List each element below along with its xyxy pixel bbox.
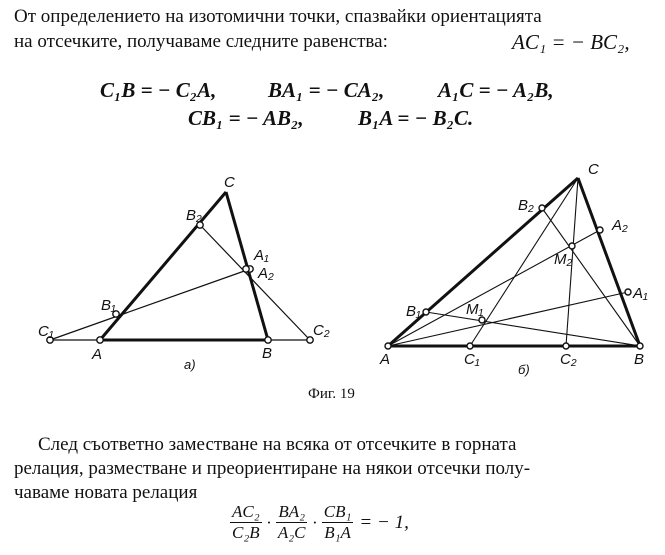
point-b [265,337,271,343]
label-c: C [588,161,599,178]
side-cb [578,178,640,346]
paragraph1-line1: От определението на изотомични точки, спазвайки ориентацията [14,6,542,27]
label-a2: A₂ [612,217,628,234]
equation-b1a: B₁A = − B₂C. [358,106,474,130]
fraction-2-numerator: BA₂ [278,502,306,521]
label-a2: A₂ [258,265,274,282]
label-b1: B₁ [406,303,421,320]
side-ca [100,192,226,340]
point-a2 [597,227,603,233]
point-a1 [625,289,631,295]
formula-rhs: = − 1, [359,511,409,533]
label-sub-a: а) [184,357,196,372]
point-m2 [569,243,575,249]
formula [228,502,409,543]
fraction-3-numerator: CB₁ [323,502,352,521]
transversal-b2-c2 [200,225,310,340]
point-b1 [423,309,429,315]
point-b [637,343,643,349]
multiply-dot: · [312,512,317,532]
paragraph2-line2: релация, разместване и преориентиране на някои отсечки полу- [14,458,531,479]
equation-cb1: CB₁ = − AB₂, [188,106,304,130]
cevian-a-a2 [388,230,600,346]
paragraph1-line2-text: на отсечките, получаваме следните равенства: [14,31,388,52]
label-c: C [224,174,235,191]
label-b: B [262,345,273,362]
label-a: A [92,346,103,363]
point-b2 [539,205,545,211]
fraction-3 [322,502,354,543]
fraction-3-denominator: B₁A [324,523,351,542]
equation-a1c: A₁C = − A₂B, [438,78,554,102]
label-b1: B₁ [101,297,116,314]
label-a1: A₁ [633,285,648,302]
label-b2: B₂ [186,207,202,224]
fraction-1-numerator: AC₂ [232,502,260,521]
equation-ba1: BA₁ = − CA₂, [268,78,385,102]
label-c1: C₁ [38,323,54,340]
multiply-dot: · [266,512,271,532]
figure-right [368,160,665,385]
point-a [385,343,391,349]
label-sub-b: б) [518,362,530,377]
label-b: B [634,351,645,368]
point-a2 [243,266,249,272]
label-a1: A₁ [254,247,269,264]
point-c2 [563,343,569,349]
cevian-b-b1 [426,312,640,346]
equation-c1b: C₁B = − C₂A, [100,78,217,102]
label-b2: B₂ [518,197,534,214]
point-a [97,337,103,343]
point-c1 [467,343,473,349]
label-m2: M₂ [554,251,573,268]
fraction-2-denominator: A₂C [277,523,306,542]
figure-caption: Фиг. 19 [308,386,355,402]
paragraph2-line1: След съответно заместване на всяка от отсечките в горната [38,434,517,455]
fraction-1 [230,502,262,543]
figure-left [0,168,340,383]
label-c1: C₁ [464,351,480,368]
paragraph2-line3: чаваме новата релация [14,482,198,503]
label-a: A [380,351,391,368]
fraction-1-denominator: C₂B [232,523,260,542]
paragraph1-line2-math: AC₁ = − BC₂, [512,30,630,54]
label-m1: M₁ [466,301,484,318]
fraction-2 [276,502,308,543]
label-c2: C₂ [560,351,577,368]
label-c2: C₂ [313,322,330,339]
